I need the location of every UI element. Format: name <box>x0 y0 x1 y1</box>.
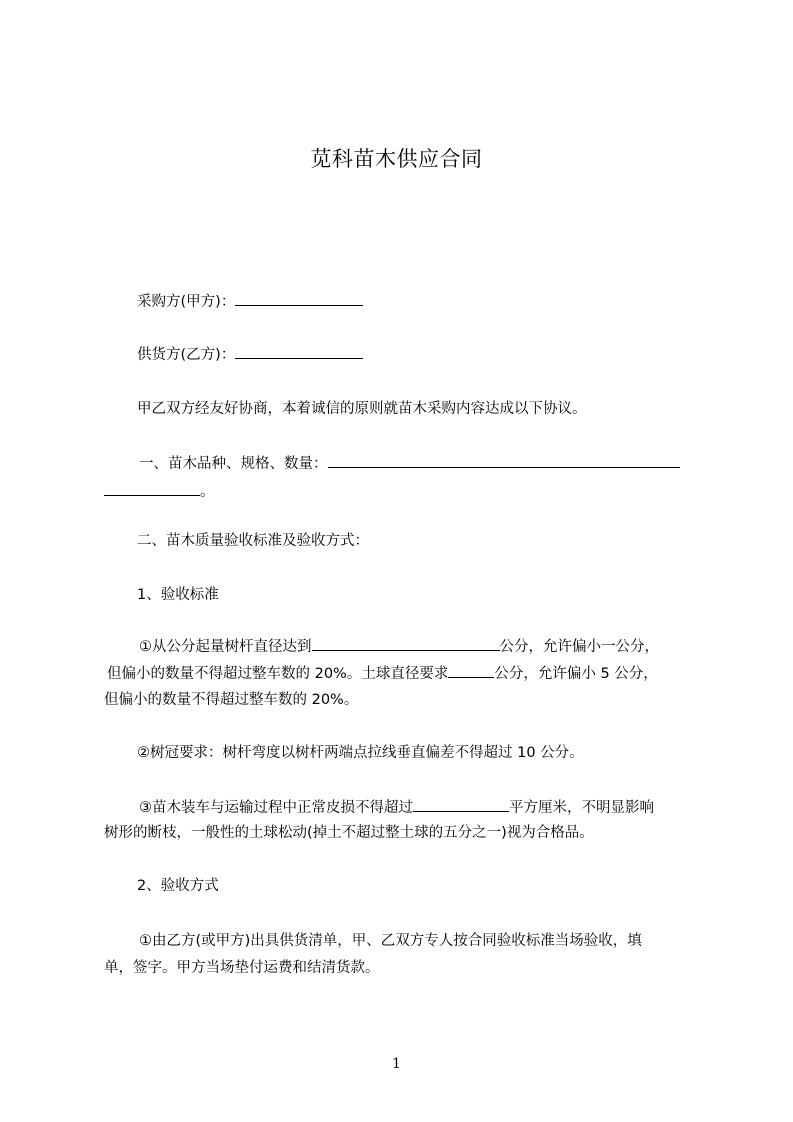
item3-line2: 树形的断枝，一般性的土球松动(掉土不超过整土球的五分之一)视为合格品。 <box>104 825 594 841</box>
party-a-line <box>137 291 363 312</box>
sub2-heading: 2、验收方式 <box>137 878 219 894</box>
section1-blank-2 <box>104 481 200 496</box>
item1-line3: 但偏小的数量不得超过整车数的 20%。 <box>104 692 359 708</box>
intro-paragraph: 甲乙双方经友好协商，本着诚信的原则就苗木采购内容达成以下协议。 <box>137 401 587 417</box>
section2-heading: 二、苗木质量验收标准及验收方式： <box>137 533 369 549</box>
item4-line1: ①由乙方(或甲方)出具供货清单，甲、乙双方专人按合同验收标准当场验收，填 <box>139 933 642 949</box>
section1-blank-1 <box>328 453 680 468</box>
party-a-label: 采购方(甲方)： <box>137 294 236 310</box>
party-b-label: 供货方(乙方)： <box>137 347 236 363</box>
page-number: 1 <box>392 1056 401 1072</box>
section1-label: 一、苗木品种、规格、数量： <box>139 456 328 472</box>
item3-line1 <box>139 797 654 818</box>
item1-line2 <box>107 663 658 684</box>
item1-part-b: 公分，允许偏小一公分， <box>499 639 659 655</box>
item2-paragraph: ②树冠要求：树杆弯度以树杆两端点拉线垂直偏差不得超过 10 公分。 <box>137 745 584 761</box>
sub1-heading: 1、验收标准 <box>137 587 219 603</box>
item1-line2-a: 但偏小的数量不得超过整车数的 20%。土球直径要求 <box>107 666 449 682</box>
section1-line2 <box>104 481 215 502</box>
party-b-blank <box>235 344 363 359</box>
item1-line1 <box>139 636 659 657</box>
item3-part-a: ③苗木装车与运输过程中正常皮损不得超过 <box>139 800 413 816</box>
document-title: 苋科苗木供应合同 <box>310 147 483 171</box>
item1-part-a: ①从公分起量树杆直径达到 <box>139 639 312 655</box>
item1-blank-1 <box>312 636 500 651</box>
item1-blank-2 <box>448 663 494 678</box>
item3-blank <box>413 797 509 812</box>
party-a-blank <box>235 291 363 306</box>
section1-end: 。 <box>200 484 215 500</box>
item4-line2: 单，签字。甲方当场垫付运费和结清货款。 <box>104 960 380 976</box>
section1-line <box>139 453 680 474</box>
party-b-line <box>137 344 363 365</box>
item3-part-b: 平方厘米，不明显影响 <box>509 800 654 816</box>
item1-line2-b: 公分，允许偏小 5 公分， <box>494 666 658 682</box>
